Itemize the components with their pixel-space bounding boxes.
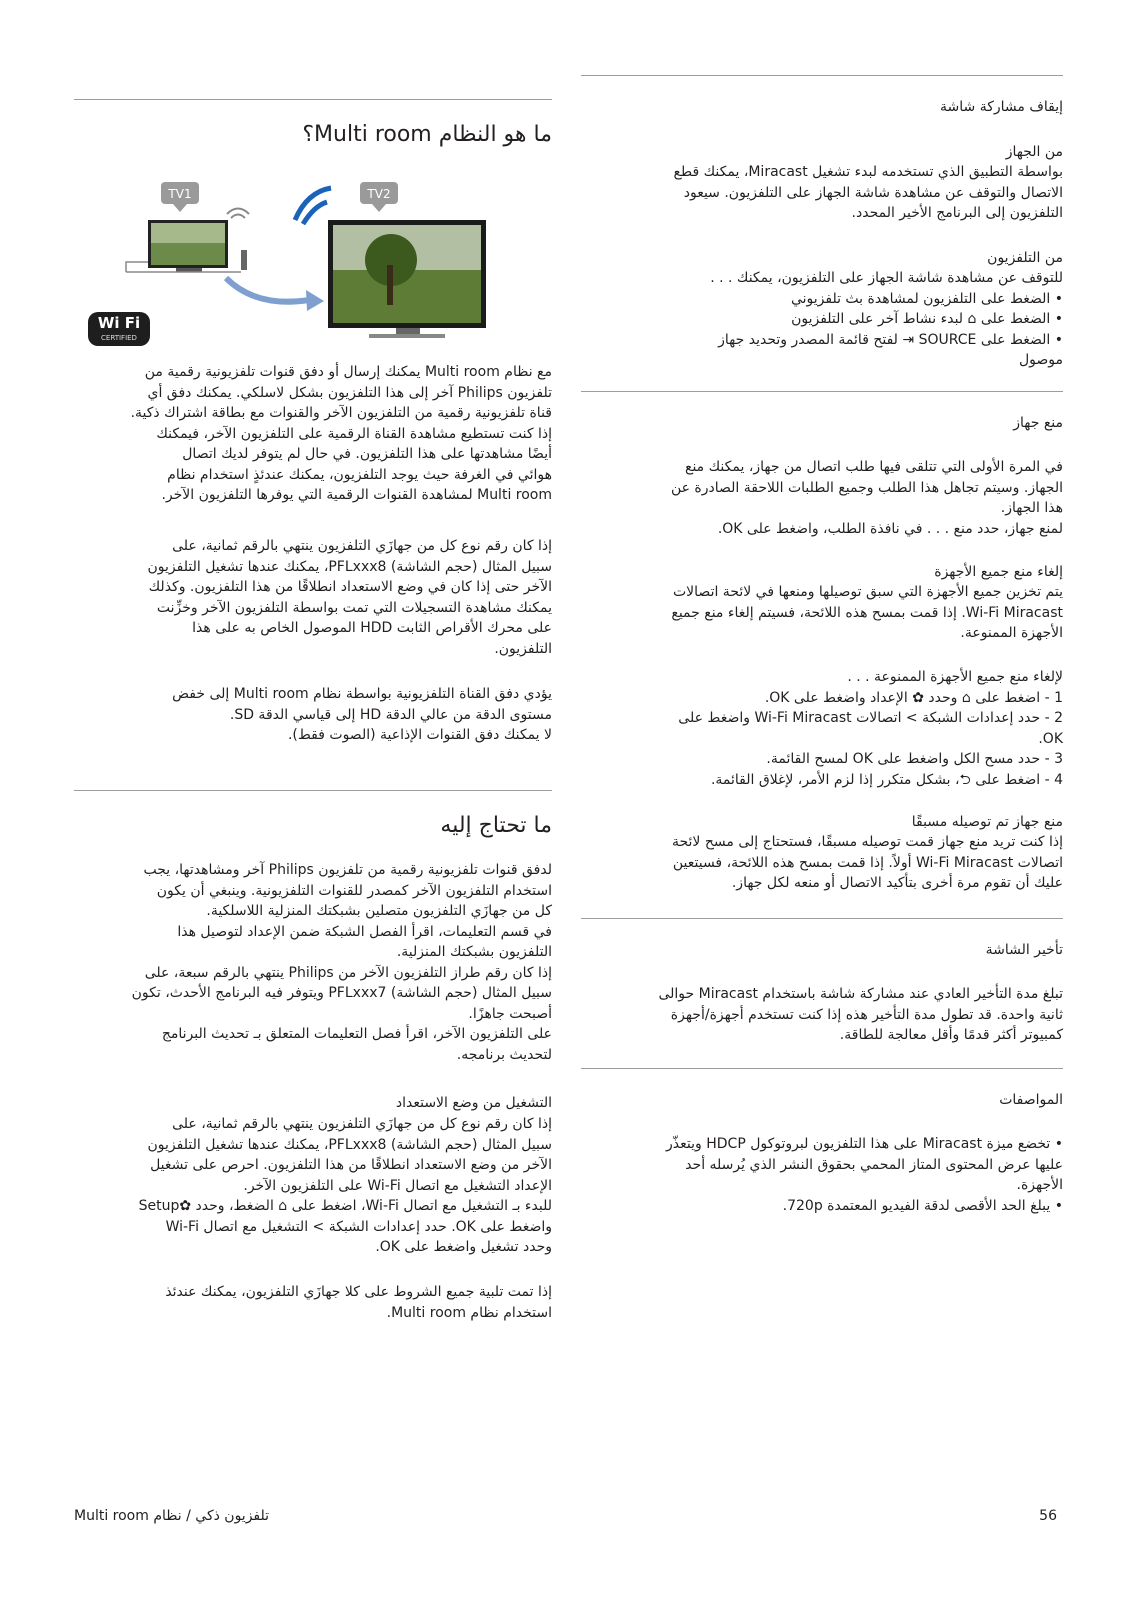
wifi-large-icon bbox=[295, 188, 331, 224]
heading-specs: المواصفات bbox=[999, 1092, 1063, 1108]
multiroom-standby-paragraph bbox=[74, 536, 552, 659]
block-device-paragraph bbox=[581, 457, 1063, 539]
text-line: سبيل المثال (حجم الشاشة) PFLxxx8، يمكنك عندها تشغيل التلفزيون bbox=[147, 558, 552, 575]
text-line: Wi-Fi Miracast. إذا قمت بمسح هذه اللائحة، فسيتم إلغاء منع جميع bbox=[671, 604, 1063, 621]
tv1-label: TV1 bbox=[168, 187, 192, 201]
text-line: للبدء بـ التشغيل مع اتصال Wi-Fi، اضغط على ⌂ الضغط، وحدد ✿Setup bbox=[138, 1198, 552, 1214]
tv2-icon bbox=[328, 220, 486, 338]
stream-arrow-icon bbox=[226, 278, 324, 311]
page-number: 56 bbox=[1039, 1508, 1057, 1524]
text-line: أصبحت جاهزًا. bbox=[468, 1005, 552, 1022]
text-line: يمكنك مشاهدة التسجيلات التي تمت بواسطة التلفزيون الآخر وخزِّنت bbox=[156, 599, 552, 616]
step-line: 2 - حدد إعدادات الشبكة > اتصالات Wi-Fi Miracast واضغط على bbox=[678, 710, 1063, 726]
text-line: وحدد تشغيل واضغط على OK. bbox=[375, 1239, 552, 1255]
text-line: الإعداد التشغيل مع اتصال Wi-Fi على التلفزيون الآخر. bbox=[243, 1177, 552, 1194]
text-line: الجهاز. وسيتم تجاهل هذا الطلب وجميع الطلبات اللاحقة الصادرة عن bbox=[670, 479, 1063, 496]
text-line: سبيل المثال (حجم الشاشة) PFLxxx7 ويتوفر فيه البرنامج الأحدث، تكون bbox=[131, 985, 552, 1001]
section-heading-requirements: ما تحتاج إليه bbox=[440, 813, 552, 838]
blocked-previously-paragraph bbox=[581, 832, 1063, 894]
text-line: هذا الجهاز. bbox=[1000, 500, 1063, 516]
text-line: على محرك الأقراص الثابت HDD الموصول الخاص به على هذا bbox=[192, 620, 552, 636]
text-line: مستوى الدقة من عالي الدقة HD إلى قياسي الدقة SD. bbox=[229, 706, 552, 723]
wifi-certified-logo bbox=[88, 312, 150, 346]
label-blocked-previously: منع جهاز تم توصيله مسبقًا bbox=[911, 814, 1063, 830]
section-rule-specs bbox=[581, 1068, 1063, 1069]
text-line: لا يمكنك دفق القنوات الإذاعية (الصوت فقط). bbox=[287, 727, 552, 743]
multiroom-resolution-paragraph bbox=[74, 684, 552, 746]
text-line: تبلغ مدة التأخير العادي عند مشاركة شاشة باستخدام Miracast حوالى bbox=[658, 986, 1063, 1002]
multiroom-intro-paragraph bbox=[74, 362, 552, 506]
text-line: إذا تمت تلبية جميع الشروط على كلا جهازَي التلفزيون، يمكنك عندئذ bbox=[165, 1284, 552, 1300]
heading-screen-delay: تأخير الشاشة bbox=[985, 942, 1063, 958]
text-line: لتحديث برنامجه. bbox=[456, 1046, 552, 1063]
text-line: واضغط على OK. حدد إعدادات الشبكة > التشغيل مع اتصال Wi-Fi bbox=[165, 1218, 552, 1235]
text-line: إذا كان رقم نوع كل من جهازَي التلفزيون ينتهي بالرقم ثمانية، على bbox=[172, 538, 552, 554]
conditions-paragraph bbox=[74, 1282, 552, 1323]
heading-stop-share: إيقاف مشاركة شاشة bbox=[940, 99, 1063, 115]
top-rule-left bbox=[581, 75, 1063, 76]
unblock-steps bbox=[581, 667, 1063, 790]
label-unblock-all: إلغاء منع جميع الأجهزة bbox=[934, 564, 1063, 580]
top-rule-right bbox=[74, 99, 552, 100]
bullet-line: • تخضع ميزة Miracast على هذا التلفزيون لبروتوكول HDCP ويتعذّر bbox=[666, 1136, 1063, 1152]
footer-title: تلفزيون ذكي / نظام Multi room bbox=[74, 1508, 270, 1524]
text-line: إذا كان رقم نوع كل من جهازَي التلفزيون ينتهي بالرقم ثمانية، على bbox=[172, 1116, 552, 1132]
text-line: يتم تخزين جميع الأجهزة التي سبق توصيلها ومنعها في لائحة اتصالات bbox=[673, 584, 1063, 600]
text-line: الاتصال والتوقف عن مشاهدة شاشة الجهاز على التلفزيون. سيعود bbox=[683, 184, 1063, 201]
step-line: 4 - اضغط على ⮌، بشكل متكرر إذا لزم الأمر، لإغلاق القائمة. bbox=[710, 771, 1063, 788]
text-line: الآخر حتى إذا كان في وضع الاستعداد انطلاقًا من هذا التلفزيون. وكذلك bbox=[148, 579, 552, 595]
label-from-tv: من التلفزيون bbox=[987, 250, 1063, 266]
text-line: لإلغاء منع جميع الأجهزة الممنوعة . . . bbox=[847, 669, 1063, 685]
step-line: 1 - اضغط على ⌂ وحدد ✿ الإعداد واضغط على OK. bbox=[764, 689, 1063, 706]
subheading-standby: التشغيل من وضع الاستعداد bbox=[395, 1095, 552, 1111]
from-device-paragraph bbox=[581, 162, 1063, 224]
text-line: لمنع جهاز، حدد منع . . . في نافذة الطلب، واضغط على OK. bbox=[717, 520, 1063, 537]
text-line: إذا كان رقم طراز التلفزيون الآخر من Philips ينتهي بالرقم سبعة، على bbox=[144, 964, 552, 981]
text-line: في المرة الأولى التي تتلقى فيها طلب اتصال من جهاز، يمكنك منع bbox=[685, 459, 1063, 475]
text-line: بواسطة التطبيق الذي تستخدمه لبدء تشغيل Miracast، يمكنك قطع bbox=[673, 164, 1063, 180]
text-line: للتوقف عن مشاهدة شاشة الجهاز على التلفزيون، يمكنك . . . bbox=[710, 270, 1063, 286]
screen-delay-paragraph bbox=[581, 984, 1063, 1046]
text-line: استخدام التلفزيون الآخر كمصدر للقنوات التلفزيونية. وينبغي أن يكون bbox=[156, 882, 552, 899]
text-line: التلفزيون بشبكتك المنزلية. bbox=[396, 944, 552, 960]
label-from-device: من الجهاز bbox=[1005, 144, 1063, 160]
text-line: عليك أن تقوم مرة أخرى بتأكيد الاتصال أو منعه لكل جهاز. bbox=[731, 875, 1063, 891]
step-line: OK. bbox=[1038, 730, 1063, 747]
section-rule-delay bbox=[581, 918, 1063, 919]
requirements-paragraph bbox=[74, 860, 552, 1065]
text-line: كمبيوتر أكثر قدمًا وأقل معالجة للطاقة. bbox=[839, 1027, 1063, 1043]
text-line: الأجهزة الممنوعة. bbox=[960, 625, 1063, 641]
section-rule-block bbox=[581, 391, 1063, 392]
text-line: سبيل المثال (حجم الشاشة) PFLxxx8، يمكنك عندها تشغيل التلفزيون bbox=[147, 1136, 552, 1153]
bullet-line: • الضغط على SOURCE ⇥ لفتح قائمة المصدر وتحديد جهاز bbox=[718, 331, 1063, 348]
text-line: عليها عرض المحتوى المتاز المحمي بحقوق النشر الذي يُرسله أحد bbox=[685, 1156, 1063, 1173]
text-line: في قسم التعليمات، اقرأ الفصل الشبكة ضمن الإعداد لتوصيل هذا bbox=[177, 923, 552, 940]
bullet-line: • الضغط على ⌂ لبدء نشاط آخر على التلفزيون bbox=[791, 311, 1063, 327]
text-line: التلفزيون. bbox=[494, 640, 552, 657]
section-heading-multiroom: ما هو النظام Multi room؟ bbox=[302, 122, 552, 147]
text-line: التلفزيون إلى البرنامج الأخير المحدد. bbox=[851, 205, 1063, 221]
wifi-certified-text: CERTIFIED bbox=[101, 334, 137, 342]
text-line: Multi room لمشاهدة القنوات الرقمية التي يوفرها التلفزيون الآخر. bbox=[161, 487, 552, 503]
text-line: على التلفزيون الآخر، اقرأ فصل التعليمات المتعلق بـ تحديث البرنامج bbox=[161, 1026, 552, 1042]
text-line: هوائي في الغرفة حيث يوجد التلفزيون، يمكنك عندئذٍ استخدام نظام bbox=[167, 466, 552, 483]
tv2-badge bbox=[360, 182, 398, 212]
bullet-line: • الضغط على التلفزيون لمشاهدة بث تلفزيوني bbox=[790, 290, 1063, 307]
multiroom-illustration bbox=[81, 180, 551, 345]
text-line: الآخر من وضع الاستعداد انطلاقًا من هذا التلفزيون. احرص على تشغيل bbox=[150, 1157, 552, 1173]
text-line: تلفزيون Philips آخر إلى هذا التلفزيون بشكل لاسلكي. يمكنك دفق أي bbox=[147, 384, 552, 401]
from-tv-paragraph bbox=[581, 268, 1063, 371]
wifi-logo-text: Wi Fi bbox=[97, 314, 141, 332]
bullet-line: • يبلغ الحد الأقصى لدقة الفيديو المعتمدة 720p. bbox=[782, 1197, 1063, 1214]
step-line: 3 - حدد مسح الكل واضغط على OK لمسح القائمة. bbox=[766, 751, 1063, 767]
text-line: الأجهزة. bbox=[1016, 1177, 1063, 1193]
text-line: موصول bbox=[1018, 352, 1063, 368]
text-line: يؤدي دفق القناة التلفزيونية بواسطة نظام Multi room إلى خفض bbox=[172, 686, 552, 702]
text-line: مع نظام Multi room يمكنك إرسال أو دفق قنوات تلفزيونية رقمية من bbox=[144, 364, 552, 380]
unblock-paragraph bbox=[581, 582, 1063, 644]
text-line: إذا كنت تريد منع جهاز قمت توصيله مسبقًا، فستحتاج إلى مسح لائحة bbox=[671, 834, 1063, 850]
tv1-icon bbox=[126, 220, 247, 272]
specs-paragraph bbox=[581, 1134, 1063, 1216]
text-line: اتصالات Wi-Fi Miracast أولاً. إذا قمت بمسح هذه اللائحة، فسيتعين bbox=[672, 854, 1063, 871]
text-line: إذا كنت تستطيع مشاهدة القناة الرقمية على التلفزيون الآخر، فيمكنك bbox=[156, 425, 552, 442]
section-rule-right bbox=[74, 790, 552, 791]
text-line: ثانية واحدة. قد تطول مدة التأخير هذه إذا كنت تستخدم أجهزة/أجهزة bbox=[670, 1006, 1063, 1023]
tv2-label: TV2 bbox=[367, 187, 391, 201]
text-line: قناة تلفزيونية رقمية من التلفزيون الآخر والقنوات مع بطاقة اشتراك ذكية. bbox=[130, 405, 552, 421]
text-line: كل من جهازَي التلفزيون متصلين بشبكتك المنزلية اللاسلكية. bbox=[206, 903, 552, 919]
standby-paragraph bbox=[74, 1114, 552, 1258]
tv1-badge bbox=[161, 182, 199, 212]
text-line: لدفق قنوات تلفزيونية رقمية من تلفزيون Philips آخر ومشاهدتها، يجب bbox=[143, 862, 552, 878]
text-line: استخدام نظام Multi room. bbox=[386, 1304, 552, 1321]
tv-stream-diagram bbox=[81, 180, 551, 350]
wifi-small-icon bbox=[227, 209, 249, 219]
heading-block-device: منع جهاز bbox=[1013, 415, 1063, 431]
text-line: أيضًا مشاهدتها على هذا التلفزيون. في حال لم يتوفر لديك اتصال bbox=[182, 446, 552, 462]
